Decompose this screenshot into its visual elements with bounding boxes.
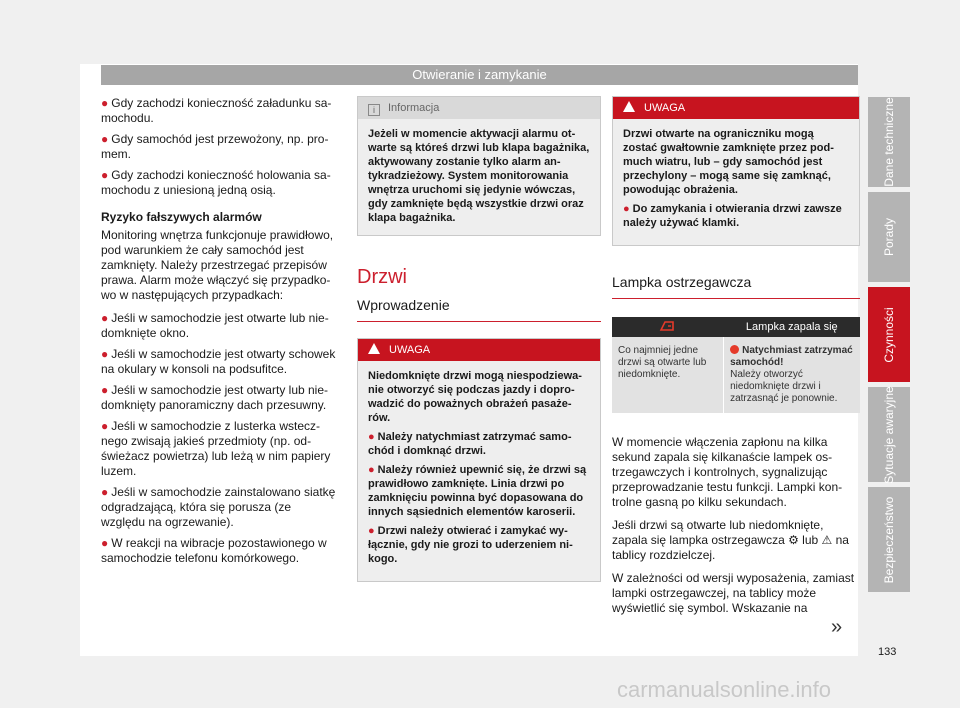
page-number: 133 bbox=[878, 646, 897, 658]
table-cell: Natychmiast zatrzymać samochód! Należy otworzyć niedomknięte drzwi i zatrzasnąć je ponownie. bbox=[724, 337, 860, 413]
info-label: Informacja bbox=[388, 102, 440, 114]
list-item: ● Należy natychmiast zatrzymać samochód i domknąć drzwi. bbox=[368, 431, 572, 457]
list-item: ● Jeśli w samochodzie jest otwarty schowek na okulary w konsoli na podsufitce. bbox=[101, 347, 336, 376]
section-subtitle: Wprowadzenie bbox=[357, 297, 601, 322]
warning-icon bbox=[623, 101, 635, 112]
page-header: Otwieranie i zamykanie bbox=[101, 65, 858, 85]
list-item: ● Do zamykania i otwierania drzwi zawsze należy używać klamki. bbox=[623, 203, 842, 229]
chapter-tabs bbox=[868, 97, 910, 597]
warning-box bbox=[357, 338, 601, 582]
warning-label: UWAGA bbox=[644, 102, 686, 114]
door-lamp-icon bbox=[612, 317, 724, 337]
list-item: ● W reakcji na wibracje pozostawionego w samochodzie telefonu komórkowego. bbox=[101, 536, 327, 565]
paragraph: Monitoring wnętrza funkcjonuje prawidłowo, pod warunkiem że cały samochód jest zamknięty. Należy przestrzegać przepisów prawa. Alarm może włączyć się przypadkowo w następujących przypadkach: bbox=[101, 228, 334, 302]
list-item: ● Jeśli w samochodzie z lusterka wstecznego zwisają jakieś przedmioty (np. odświeżacz powietrza) lub leżą w nim papiery luzem. bbox=[101, 419, 331, 478]
warning-text: Drzwi otwarte na ograniczniku mogą zostać gwałtownie zamknięte przez podmuch wiatru, lub – gdy samochód jest przechylony – mogą same się zamknąć, powodując obrażenia. bbox=[623, 128, 834, 196]
tab-dane-techniczne[interactable]: Dane techniczne bbox=[868, 97, 910, 187]
section-subtitle: Lampka ostrzegawcza bbox=[612, 274, 860, 299]
watermark: carmanualsonline.info bbox=[617, 677, 832, 702]
stop-icon bbox=[730, 345, 739, 354]
table-cell: Co najmniej jedne drzwi są otwarte lub niedomknięte. bbox=[612, 337, 724, 413]
column-middle bbox=[357, 96, 601, 582]
column-left bbox=[101, 96, 338, 572]
info-text: Jeżeli w momencie aktywacji alarmu otwarte są któreś drzwi lub klapa bagażnika, aktywowany zostanie tylko alarm antykradzieżowy. System monitorowania wnętrza uruchomi się jedynie wówczas, gdy zamknięte będą wszystkie drzwi oraz klapa bagażnika. bbox=[368, 128, 590, 224]
paragraph: W zależności od wersji wyposażenia, zamiast lampki ostrzegawczej, na tablicy może wyświetlić się symbol. Wskazanie na bbox=[612, 571, 855, 615]
tab-czynnosci[interactable]: Czynności bbox=[868, 287, 910, 382]
warning-text: Niedomknięte drzwi mogą niespodziewanie otworzyć się podczas jazdy i doprowadzić do poważnych obrażeń pasażerów. bbox=[368, 370, 582, 424]
info-box bbox=[357, 96, 601, 236]
list-item: ● Jeśli w samochodzie jest otwarty lub niedomknięty panoramiczny dach przesuwny. bbox=[101, 383, 329, 412]
list-item: ● Gdy zachodzi konieczność załadunku samochodu. bbox=[101, 96, 332, 125]
list-item: ● Należy również upewnić się, że drzwi są prawidłowo zamknięte. Linia drzwi po zamknięciu powinna być dopasowana do innych sąsiednich elementów karoserii. bbox=[368, 464, 587, 518]
warning-icon bbox=[368, 343, 380, 354]
list-item: ● Drzwi należy otwierać i zamykać wyłącznie, gdy nie grozi to uderzeniem nikogo. bbox=[368, 525, 573, 565]
table-header: Lampka zapala się bbox=[724, 317, 860, 337]
paragraph: W momencie włączenia zapłonu na kilka sekund zapala się kilkanaście lampek ostrzegawczych i kontrolnych, sygnalizując przeprowadzanie testu funkcji. Lampki kontrolne gasną po kilku sekundach. bbox=[612, 435, 843, 509]
subheading: Ryzyko fałszywych alarmów bbox=[101, 210, 262, 224]
list-item: ● Gdy samochód jest przewożony, np. promem. bbox=[101, 132, 329, 161]
column-right bbox=[612, 96, 860, 624]
warning-box bbox=[612, 96, 860, 246]
warning-lamp-table bbox=[612, 317, 860, 413]
section-title: Drzwi bbox=[357, 266, 407, 288]
warning-label: UWAGA bbox=[389, 344, 431, 356]
list-item: ● Jeśli w samochodzie zainstalowano siatkę odgradzającą, która się porusza (ze względu na ogrzewanie). bbox=[101, 485, 336, 529]
tab-sytuacje-awaryjne[interactable]: Sytuacje awaryjne bbox=[868, 387, 910, 482]
tab-porady[interactable]: Porady bbox=[868, 192, 910, 282]
continue-arrow-icon: » bbox=[831, 616, 843, 638]
info-icon: i bbox=[368, 104, 380, 116]
tab-bezpieczenstwo[interactable]: Bezpieczeństwo bbox=[868, 487, 910, 592]
paragraph: Jeśli drzwi są otwarte lub niedomknięte, zapala się lampka ostrzegawcza ⚙ lub ⚠ na tablicy rozdzielczej. bbox=[612, 518, 849, 562]
list-item: ● Gdy zachodzi konieczność holowania samochodu z uniesioną jedną osią. bbox=[101, 168, 331, 197]
list-item: ● Jeśli w samochodzie jest otwarte lub niedomknięte okno. bbox=[101, 311, 329, 340]
